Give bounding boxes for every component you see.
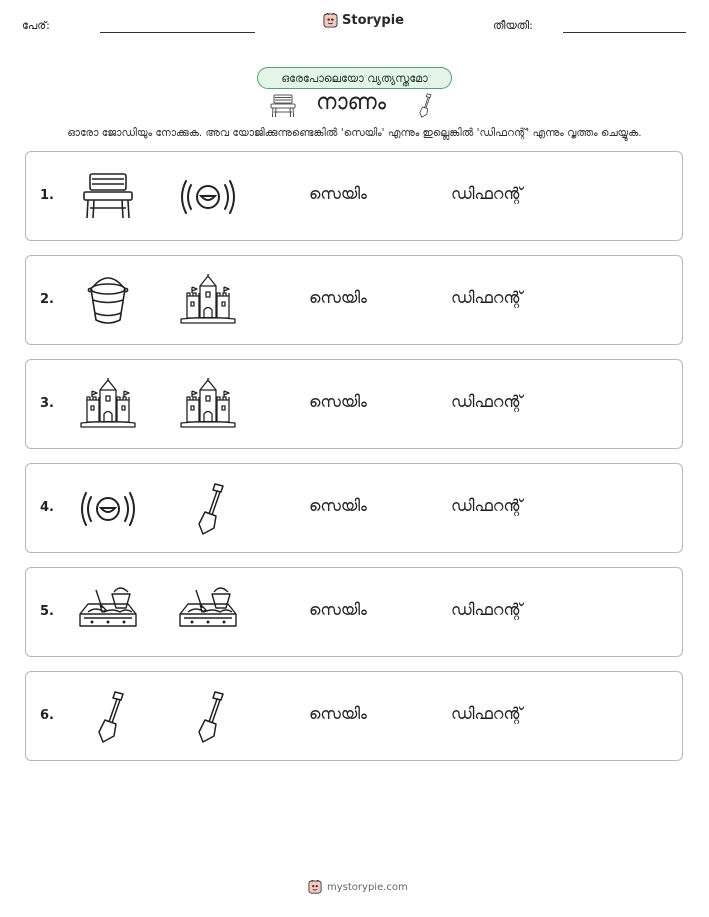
shovel-icon [410, 92, 438, 119]
option-different[interactable]: ഡിഫറന്റ് [451, 600, 523, 619]
shovel-icon [78, 690, 138, 744]
brand-name: Storypie [342, 13, 404, 28]
shovel-icon [178, 482, 238, 536]
option-same[interactable]: സെയിം [309, 392, 367, 411]
sandbox-icon [178, 586, 238, 640]
option-same[interactable]: സെയിം [309, 288, 367, 307]
worksheet-title: നാണം [316, 90, 386, 115]
name-label: പേര്: [22, 19, 50, 32]
storypie-logo-icon [323, 13, 338, 28]
question-row [25, 567, 683, 657]
question-number: 3. [40, 396, 54, 411]
worksheet-badge: ഒരേപോലെയോ വ്യത്യസ്തമോ [257, 67, 452, 89]
option-same[interactable]: സെയിം [309, 496, 367, 515]
sandcastle-icon [78, 378, 138, 432]
question-number: 2. [40, 292, 54, 307]
question-row [25, 671, 683, 761]
question-number: 4. [40, 500, 54, 515]
question-number: 5. [40, 604, 54, 619]
instructions: ഓരോ ജോഡിയും നോക്കുക. അവ യോജിക്കുന്നുണ്ടെങ്കിൽ 'സെയിം' എന്നും ഇല്ലെങ്കിൽ 'ഡിഫറന്റ്' എന്നും വൃത്തം ചെയ്യുക. [67, 127, 642, 139]
footer-url[interactable]: mystorypie.com [327, 881, 408, 893]
question-row [25, 255, 683, 345]
brand-logo [323, 13, 404, 28]
date-field[interactable] [563, 32, 686, 33]
storypie-logo-icon [308, 880, 322, 894]
question-row [25, 151, 683, 241]
sandcastle-icon [178, 378, 238, 432]
footer [308, 880, 408, 894]
bench-icon [78, 170, 138, 224]
option-different[interactable]: ഡിഫറന്റ് [451, 288, 523, 307]
sound-wave-icon [178, 170, 238, 224]
option-different[interactable]: ഡിഫറന്റ് [451, 496, 523, 515]
sandcastle-icon [178, 274, 238, 328]
sound-wave-icon [78, 482, 138, 536]
bucket-icon [78, 274, 138, 328]
option-different[interactable]: ഡിഫറന്റ് [451, 184, 523, 203]
date-label: തീയതി: [493, 19, 533, 32]
bench-icon [268, 93, 298, 120]
shovel-icon [178, 690, 238, 744]
question-row [25, 359, 683, 449]
question-row [25, 463, 683, 553]
sandbox-icon [78, 586, 138, 640]
question-number: 1. [40, 188, 54, 203]
option-different[interactable]: ഡിഫറന്റ് [451, 392, 523, 411]
name-field[interactable] [100, 32, 255, 33]
option-different[interactable]: ഡിഫറന്റ് [451, 704, 523, 723]
option-same[interactable]: സെയിം [309, 704, 367, 723]
question-number: 6. [40, 708, 54, 723]
option-same[interactable]: സെയിം [309, 184, 367, 203]
option-same[interactable]: സെയിം [309, 600, 367, 619]
